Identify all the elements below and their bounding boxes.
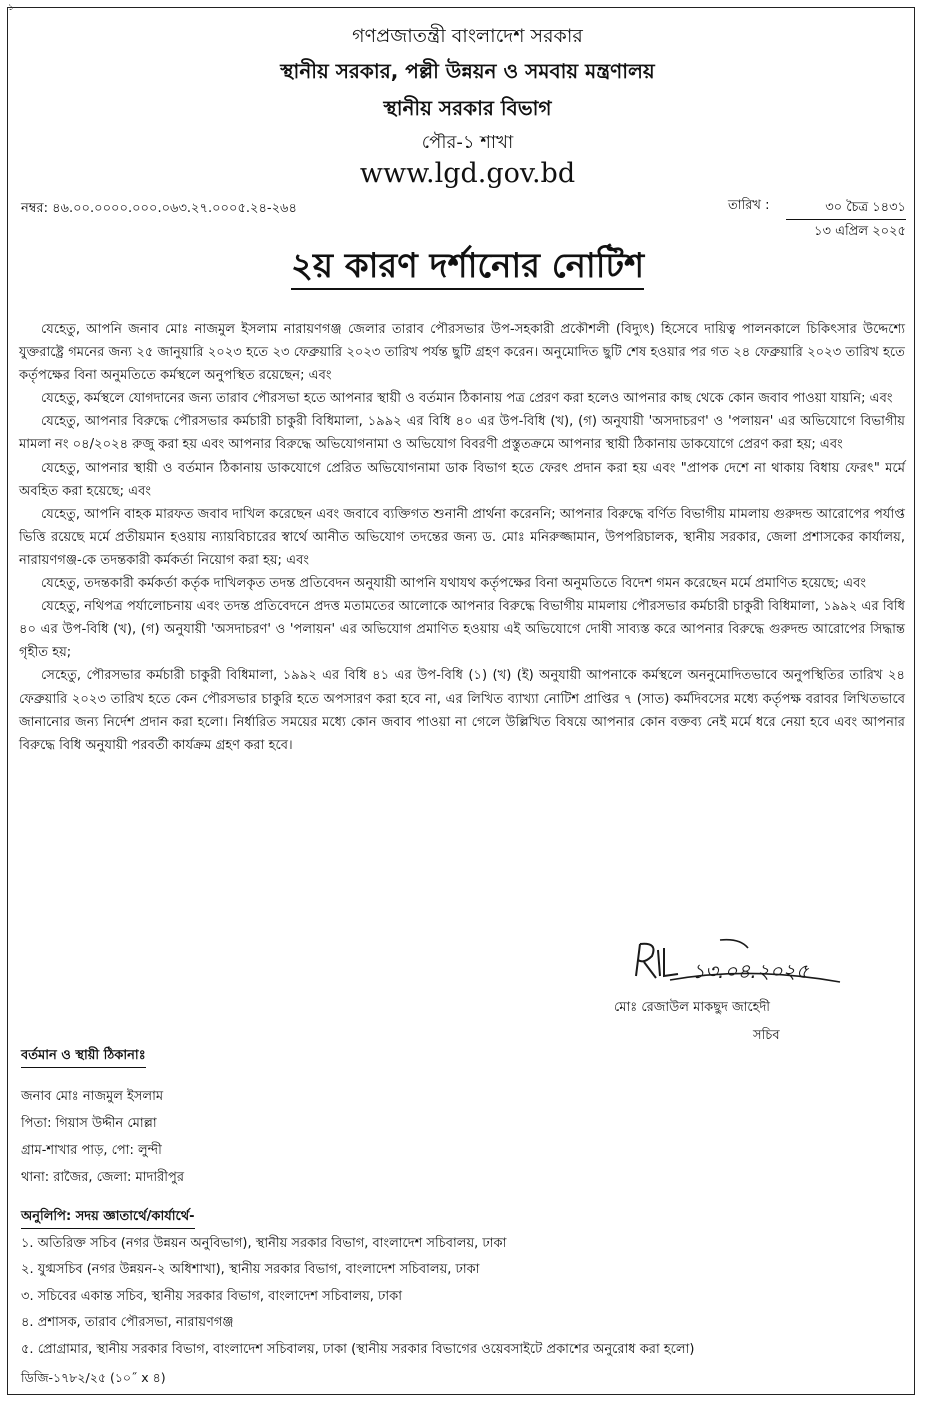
copy-item: ১. অতিরিক্ত সচিব (নগর উন্নয়ন অনুবিভাগ), স্থানীয় সরকার বিভাগ, বাংলাদেশ সচিবালয়, ঢাকা (21, 1236, 507, 1251)
copy-item: ৪. প্রশাসক, তারাব পৌরসভা, নারায়ণগঞ্জ (21, 1315, 234, 1331)
reference-code: ডিজি-১৭৮২/২৫ (১০˝ x ৪) (21, 1370, 166, 1385)
address-heading: বর্তমান ও স্থায়ী ঠিকানাঃ (21, 1046, 146, 1068)
date-label: তারিখ : (728, 198, 770, 213)
paragraph-8: সেহেতু, পৌরসভার কর্মচারী চাকুরী বিধিমালা, ১৯৯২ এর বিধি ৪১ এর উপ-বিধি (১) (খ) (ই) অনুযায়ী আপনাকে কর্মস্থলে অননুমোদিতভাবে অনুপস্থিতির তারিখ ২৪ ফেব্রুয়ারি ২০২৩ তারিখ হতে কেন পৌরসভার চাকুরি হতে অপসারণ করা হবে না, এর লিখিত ব্যাখ্যা নোটিশ প্রাপ্তির ৭ (সাত) কর্মদিবসের মধ্যে কর্তৃপক্ষ বরাবর লিখিতভাবে জানানোর জন্য নির্দেশ প্রদান করা হলো। নির্ধারিত সময়ের মধ্যে কোন জবাব পাওয়া না গেলে উল্লিখিত বিষয়ে আপনার কোন বক্তব্য নেই মর্মে ধরে নেয়া হবে এবং আপনার বিরুদ্ধে বিধি অনুযায়ী পরবর্তী কার্যক্রম গ্রহণ করা হবে। (19, 668, 906, 753)
address-line: গ্রাম-শাখার পাড়, পো: লুন্দী (21, 1143, 162, 1158)
paragraph-6: যেহেতু, তদন্তকারী কর্মকর্তা কর্তৃক দাখিলকৃত তদন্ত প্রতিবেদন অনুযায়ী আপনি যথাযথ কর্তৃপক্ষের বিনা অনুমতিতে বিদেশ গমন করেছেন মর্মে প্রমাণিত হয়েছে; এবং (41, 576, 867, 592)
address-line: পিতা: গিয়াস উদ্দীন মোল্লা (21, 1116, 157, 1131)
copy-item: ২. যুগ্মসচিব (নগর উন্নয়ন-২ অধিশাখা), স্থানীয় সরকার বিভাগ, বাংলাদেশ সচিবালয়, ঢাকা (21, 1262, 480, 1278)
copies-list (21, 1231, 694, 1363)
copy-item: ৫. প্রোগ্রামার, স্থানীয় সরকার বিভাগ, বাংলাদেশ সচিবালয়, ঢাকা (স্থানীয় সরকার বিভাগের ওয়েবসাইটে প্রকাশের অনুরোধ করা হলো) (21, 1341, 695, 1357)
branch-name: পৌর-১ শাখা (421, 132, 514, 153)
copy-item: ৩. সচিবের একান্ত সচিব, স্থানীয় সরকার বিভাগ, বাংলাদেশ সচিবালয়, ঢাকা (21, 1288, 403, 1304)
paragraph-5: যেহেতু, আপনি বাহক মারফত জবাব দাখিল করেছেন এবং জবাবে ব্যক্তিগত শুনানী প্রার্থনা করেননি; আপনার বিরুদ্ধে বর্ণিত বিভাগীয় মামলায় গুরুদন্ড আরোপের পর্যাপ্ত ভিত্তি রয়েছে মর্মে প্রতীয়মান হওয়ায় ন্যায়বিচারের স্বার্থে আনীত অভিযোগ তদন্তের জন্য ড. মোঃ মনিরুজ্জামান, উপপরিচালক, স্থানীয় সরকার, জেলা প্রশাসকের কার্যালয়, নারায়ণগঞ্জ-কে তদন্তকারী কর্মকর্তা নিয়োগ করা হয়; এবং (19, 506, 905, 568)
handwritten-signature (630, 936, 860, 992)
notice-title-text: ২য় কারণ দর্শানোর নোটিশ (291, 246, 644, 290)
page-corner-mark: ১ (8, 3, 14, 13)
division-name: স্থানীয় সরকার বিভাগ (383, 96, 552, 120)
address-line: জনাব মোঃ নাজমুল ইসলাম (21, 1089, 164, 1104)
paragraph-1: যেহেতু, আপনি জনাব মোঃ নাজমুল ইসলাম নারায়ণগঞ্জ জেলার তারাব পৌরসভার উপ-সহকারী প্রকৌশলী (বিদ্যুৎ) হিসেবে দায়িত্ব পালনকালে চিকিৎসার উদ্দেশ্যে যুক্তরাষ্ট্রে গমনের জন্য ২৫ জানুয়ারি ২০২৩ হতে ২৩ ফেব্রুয়ারি ২০২৩ তারিখ পর্যন্ত ছুটি গ্রহণ করেন। অনুমোদিত ছুটি শেষ হওয়ার পর গত ২৪ ফেব্রুয়ারি ২০২৩ তারিখ হতে কর্তৃপক্ষের বিনা অনুমতিতে কর্মস্থলে অনুপস্থিত রয়েছেন; এবং (19, 322, 905, 384)
signatory-designation: সচিব (753, 1028, 780, 1043)
date-bengali: ৩০ চৈত্র ১৪৩১ (786, 196, 906, 220)
date-gregorian: ১৩ এপ্রিল ২০২৫ (814, 224, 906, 239)
paragraph-4: যেহেতু, আপনার স্থায়ী ও বর্তমান ঠিকানায় ডাকযোগে প্রেরিত অভিযোগনামা ডাক বিভাগ হতে ফেরৎ প্রদান করা হয় এবং "প্রাপক দেশে না থাকায় বিধায় ফেরৎ" মর্মে অবহিত করা হয়েছে; এবং (19, 460, 905, 499)
address-line: থানা: রাজৈর, জেলা: মাদারীপুর (21, 1170, 184, 1185)
government-name: গণপ্রজাতন্ত্রী বাংলাদেশ সরকার (352, 25, 583, 47)
paragraph-2: যেহেতু, কর্মস্থলে যোগদানের জন্য তারাব পৌরসভা হতে আপনার স্থায়ী ও বর্তমান ঠিকানায় পত্র প্রেরণ করা হলেও আপনার কাছ থেকে কোন জবাব পাওয়া যায়নি; এবং (41, 391, 893, 407)
website-url: www.lgd.gov.bd (359, 158, 576, 189)
notice-body (19, 318, 905, 757)
date-values (786, 196, 906, 243)
paragraph-7: যেহেতু, নথিপত্র পর্যালোচনায় এবং তদন্ত প্রতিবেদনে প্রদত্ত মতামতের আলোকে আপনার বিরুদ্ধে বিভাগীয় মামলায় পৌরসভার কর্মচারী চাকুরী বিধিমালা, ১৯৯২ এর বিধি ৪০ এর উপ-বিধি (খ), (গ) অনুযায়ী 'অসদাচরণ' ও 'পলায়ন' এর অভিযোগ প্রমাণিত হওয়ায় এই অভিযোগে দোষী সাব্যস্ত করে আপনার বিরুদ্ধে গুরুদন্ড আরোপের সিদ্ধান্ত গৃহীত হয়; (19, 599, 905, 661)
date-block (728, 196, 906, 239)
notice-title (0, 240, 935, 297)
memo-number: নম্বর: ৪৬.০০.০০০০.০০০.০৬৩.২৭.০০০৫.২৪-২৬৪ (21, 201, 297, 216)
copies-heading: অনুলিপি: সদয় জ্ঞাতার্থে/কার্যার্থে- (21, 1207, 195, 1229)
signatory-name: মোঃ রেজাউল মাকছুদ জাহেদী (614, 1000, 771, 1015)
paragraph-3: যেহেতু, আপনার বিরুদ্ধে পৌরসভার কর্মচারী চাকুরী বিধিমালা, ১৯৯২ এর বিধি ৪০ এর উপ-বিধি (খ), (গ) অনুযায়ী 'অসদাচরণ' ও 'পলায়ন' এর অভিযোগে বিভাগীয় মামলা নং ০৪/২০২৪ রুজু করা হয় এবং আপনার বিরুদ্ধে অভিযোগনামা ও অভিযোগ বিবরণী প্রস্তুতক্রমে আপনার স্থায়ী ঠিকানায় ডাকযোগে প্রেরণ করা হয়; এবং (19, 414, 905, 453)
signature-date: ১৩.০৪.২০২৫ (692, 959, 809, 983)
address-block (21, 1083, 184, 1191)
ministry-name: স্থানীয় সরকার, পল্লী উন্নয়ন ও সমবায় মন্ত্রণালয় (280, 59, 655, 83)
